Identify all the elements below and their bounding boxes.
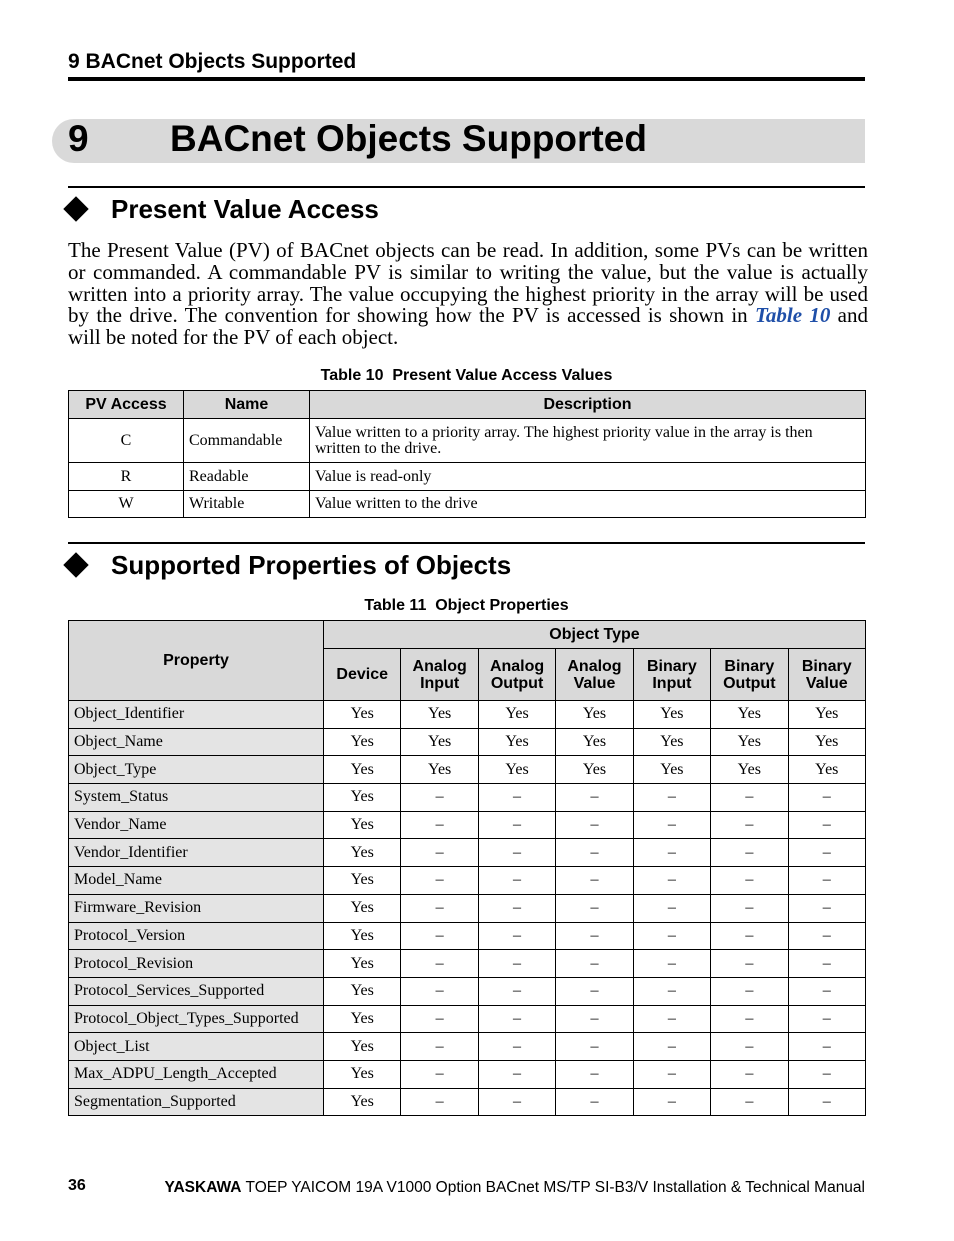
table-row <box>69 756 866 784</box>
pv-access-description: Value written to a priority array. The highest priority value in the array is then written to the drive. <box>310 419 866 463</box>
support-cell: – <box>556 1060 633 1088</box>
table-row <box>69 1033 866 1061</box>
object-properties-table <box>68 620 866 1116</box>
property-name: Protocol_Services_Supported <box>69 977 324 1005</box>
support-cell: – <box>401 977 478 1005</box>
support-cell: Yes <box>324 894 401 922</box>
object-type-header <box>788 649 865 701</box>
property-name: Object_Name <box>69 728 324 756</box>
property-name: Protocol_Revision <box>69 950 324 978</box>
support-cell: – <box>556 922 633 950</box>
page-number: 36 <box>68 1177 86 1194</box>
support-cell: Yes <box>788 756 865 784</box>
support-cell: Yes <box>324 1088 401 1116</box>
support-cell: – <box>401 839 478 867</box>
object-type-header-line: Binary <box>724 657 775 675</box>
object-type-header-line: Binary <box>801 657 852 675</box>
property-column-header: Property <box>69 621 324 701</box>
object-type-header <box>478 649 555 701</box>
support-cell: – <box>556 1088 633 1116</box>
support-cell: Yes <box>401 728 478 756</box>
table-row <box>69 950 866 978</box>
support-cell: – <box>401 784 478 812</box>
support-cell: Yes <box>633 701 710 729</box>
property-name: Segmentation_Supported <box>69 1088 324 1116</box>
paragraph-text: The Present Value (PV) of BACnet objects can be read. In addition, some PVs can be written or commanded. A commandable PV is similar to writing the value, but the value is actually written into a priority array. The value occupying the highest priority in the array will be used by the drive. The convention for showing how the PV is accessed is shown in <box>68 238 868 328</box>
support-cell: – <box>556 894 633 922</box>
support-cell: Yes <box>478 756 555 784</box>
support-cell: Yes <box>711 728 788 756</box>
chapter-number: 9 <box>68 118 89 159</box>
support-cell: – <box>556 950 633 978</box>
object-type-header-line: Output <box>490 674 544 692</box>
pv-access-description: Value is read-only <box>310 463 866 491</box>
chapter-title: BACnet Objects Supported <box>170 118 647 159</box>
support-cell: Yes <box>556 756 633 784</box>
support-cell: – <box>478 1033 555 1061</box>
support-cell: – <box>788 1005 865 1033</box>
table-row <box>69 839 866 867</box>
support-cell: Yes <box>633 756 710 784</box>
support-cell: – <box>633 839 710 867</box>
table-row <box>69 784 866 812</box>
property-name: Protocol_Object_Types_Supported <box>69 1005 324 1033</box>
section-title-supported-properties: Supported Properties of Objects <box>111 550 512 580</box>
support-cell: – <box>478 977 555 1005</box>
support-cell: – <box>788 977 865 1005</box>
pv-access-code: W <box>69 491 184 518</box>
support-cell: – <box>711 811 788 839</box>
property-name: Model_Name <box>69 867 324 895</box>
support-cell: – <box>788 922 865 950</box>
support-cell: Yes <box>711 756 788 784</box>
support-cell: – <box>633 894 710 922</box>
property-name: Firmware_Revision <box>69 894 324 922</box>
pv-access-name: Commandable <box>184 419 310 463</box>
support-cell: – <box>478 1005 555 1033</box>
support-cell: – <box>556 784 633 812</box>
support-cell: – <box>401 1005 478 1033</box>
object-type-header-line: Input <box>652 674 692 692</box>
support-cell: Yes <box>324 977 401 1005</box>
support-cell: Yes <box>324 756 401 784</box>
support-cell: – <box>478 1088 555 1116</box>
diamond-bullet-icon <box>63 196 88 221</box>
table-row <box>69 728 866 756</box>
pv-access-description: Value written to the drive <box>310 491 866 518</box>
support-cell: – <box>711 867 788 895</box>
support-cell: – <box>633 1033 710 1061</box>
support-cell: – <box>711 894 788 922</box>
support-cell: – <box>401 867 478 895</box>
support-cell: – <box>788 1088 865 1116</box>
support-cell: – <box>788 867 865 895</box>
support-cell: Yes <box>633 728 710 756</box>
support-cell: Yes <box>401 756 478 784</box>
object-type-header-line: Device <box>336 666 388 683</box>
table-row <box>69 894 866 922</box>
support-cell: – <box>401 1088 478 1116</box>
support-cell: – <box>711 1005 788 1033</box>
table-row <box>69 701 866 729</box>
support-cell: – <box>711 1033 788 1061</box>
table-10-link[interactable]: Table 10 <box>754 303 831 328</box>
body-paragraph <box>68 240 868 349</box>
support-cell: Yes <box>324 1060 401 1088</box>
table-row <box>69 977 866 1005</box>
object-type-header-line: Analog <box>489 657 545 675</box>
support-cell: – <box>633 867 710 895</box>
table-row <box>69 491 866 518</box>
support-cell: – <box>633 1060 710 1088</box>
support-cell: – <box>478 922 555 950</box>
support-cell: – <box>556 977 633 1005</box>
support-cell: – <box>478 811 555 839</box>
section-title-present-value-access: Present Value Access <box>111 194 379 224</box>
table-row <box>69 419 866 463</box>
diamond-bullet-icon <box>63 552 88 577</box>
support-cell: Yes <box>478 701 555 729</box>
object-type-header <box>556 649 633 701</box>
support-cell: – <box>788 1033 865 1061</box>
support-cell: – <box>478 950 555 978</box>
support-cell: – <box>478 839 555 867</box>
support-cell: Yes <box>556 701 633 729</box>
pv-access-name: Readable <box>184 463 310 491</box>
support-cell: Yes <box>324 784 401 812</box>
support-cell: – <box>711 950 788 978</box>
property-name: Vendor_Name <box>69 811 324 839</box>
support-cell: – <box>633 950 710 978</box>
support-cell: – <box>401 922 478 950</box>
present-value-access-table <box>68 390 866 518</box>
section-rule <box>68 542 865 544</box>
column-header: Description <box>310 391 866 419</box>
support-cell: – <box>633 784 710 812</box>
support-cell: – <box>478 784 555 812</box>
support-cell: Yes <box>324 728 401 756</box>
support-cell: – <box>633 1088 710 1116</box>
object-type-header <box>324 649 401 701</box>
support-cell: – <box>788 950 865 978</box>
support-cell: – <box>633 977 710 1005</box>
support-cell: – <box>788 1060 865 1088</box>
table-row <box>69 811 866 839</box>
support-cell: – <box>788 894 865 922</box>
property-name: Vendor_Identifier <box>69 839 324 867</box>
support-cell: Yes <box>556 728 633 756</box>
property-name: Object_Identifier <box>69 701 324 729</box>
paragraph-text: and will be noted for the PV of each object. <box>68 303 868 350</box>
support-cell: Yes <box>324 1033 401 1061</box>
support-cell: – <box>478 894 555 922</box>
property-name: Max_ADPU_Length_Accepted <box>69 1060 324 1088</box>
column-header: PV Access <box>69 391 184 419</box>
object-type-header-line: Value <box>573 674 616 692</box>
support-cell: – <box>633 1005 710 1033</box>
support-cell: – <box>556 867 633 895</box>
support-cell: Yes <box>788 701 865 729</box>
object-type-group-header: Object Type <box>324 621 866 649</box>
table-row <box>69 1088 866 1116</box>
support-cell: – <box>556 1033 633 1061</box>
object-type-header-line: Value <box>805 674 848 692</box>
table-11-caption: Table 11 Object Properties <box>364 597 569 614</box>
object-type-header-line: Analog <box>412 657 467 675</box>
support-cell: Yes <box>478 728 555 756</box>
support-cell: Yes <box>324 811 401 839</box>
support-cell: – <box>788 839 865 867</box>
support-cell: Yes <box>324 867 401 895</box>
table-row <box>69 463 866 491</box>
support-cell: – <box>633 811 710 839</box>
object-type-header <box>633 649 710 701</box>
property-name: Protocol_Version <box>69 922 324 950</box>
property-name: Object_List <box>69 1033 324 1061</box>
table-row <box>69 867 866 895</box>
table-row <box>69 1060 866 1088</box>
support-cell: Yes <box>711 701 788 729</box>
pv-access-code: R <box>69 463 184 491</box>
property-name: Object_Type <box>69 756 324 784</box>
table-row <box>69 1005 866 1033</box>
support-cell: Yes <box>324 839 401 867</box>
support-cell: – <box>633 922 710 950</box>
support-cell: Yes <box>324 1005 401 1033</box>
column-header: Name <box>184 391 310 419</box>
footer-title <box>165 1179 865 1197</box>
support-cell: – <box>711 839 788 867</box>
pv-access-name: Writable <box>184 491 310 518</box>
property-name: System_Status <box>69 784 324 812</box>
table-10-caption: Table 10 Present Value Access Values <box>320 367 613 384</box>
section-rule <box>68 186 865 188</box>
support-cell: Yes <box>324 950 401 978</box>
support-cell: Yes <box>788 728 865 756</box>
table-row <box>69 922 866 950</box>
support-cell: – <box>401 1060 478 1088</box>
object-type-header-line: Input <box>420 674 460 692</box>
support-cell: – <box>711 784 788 812</box>
support-cell: – <box>711 977 788 1005</box>
support-cell: – <box>556 1005 633 1033</box>
pv-access-code: C <box>69 419 184 463</box>
support-cell: – <box>478 1060 555 1088</box>
support-cell: Yes <box>324 922 401 950</box>
object-type-header-line: Analog <box>567 657 622 675</box>
support-cell: – <box>478 867 555 895</box>
support-cell: – <box>711 1060 788 1088</box>
support-cell: – <box>556 839 633 867</box>
support-cell: – <box>788 784 865 812</box>
header-rule <box>68 77 865 81</box>
support-cell: – <box>401 1033 478 1061</box>
support-cell: – <box>401 894 478 922</box>
object-type-header-line: Output <box>723 674 776 692</box>
support-cell: – <box>711 1088 788 1116</box>
support-cell: Yes <box>324 701 401 729</box>
running-header: 9 BACnet Objects Supported <box>68 50 357 73</box>
object-type-header <box>711 649 788 701</box>
support-cell: – <box>788 811 865 839</box>
support-cell: Yes <box>401 701 478 729</box>
support-cell: – <box>556 811 633 839</box>
support-cell: – <box>401 811 478 839</box>
support-cell: – <box>711 922 788 950</box>
object-type-header <box>401 649 478 701</box>
footer-brand: YASKAWA <box>164 1179 242 1196</box>
support-cell: – <box>401 950 478 978</box>
object-type-header-line: Binary <box>647 657 697 675</box>
footer-manual-title: TOEP YAICOM 19A V1000 Option BACnet MS/TP SI-B3/V Installation & Technical Manual <box>245 1179 865 1196</box>
